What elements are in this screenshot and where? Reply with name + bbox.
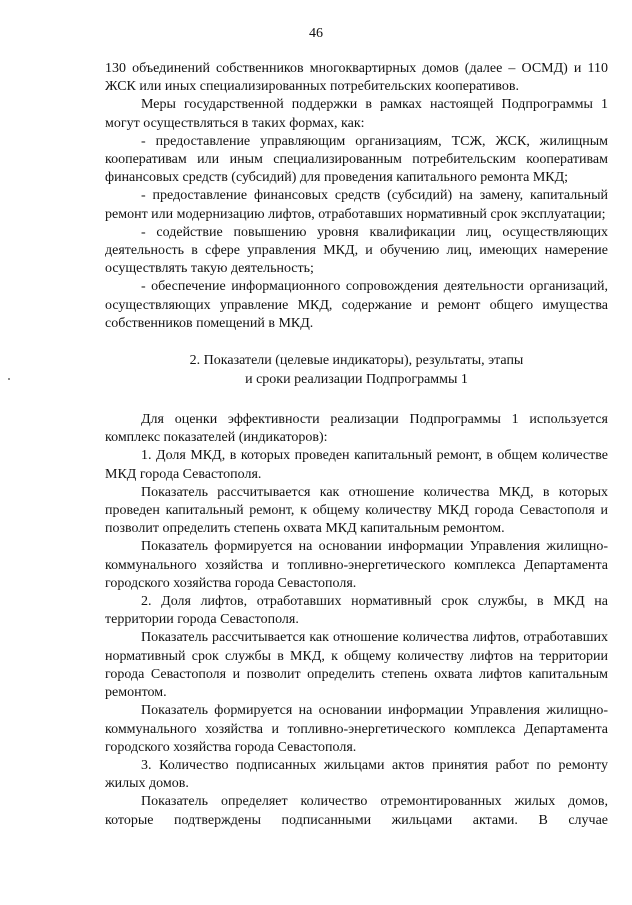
paragraph: Показатель определяет количество отремонтированных жилых домов, которые подтверждены подписанными жильцами актами. В случае — [105, 794, 608, 828]
indicator-item: 1. Доля МКД, в которых проведен капитальный ремонт, в общем количестве МКД города Севастополя. — [105, 448, 608, 482]
paragraph: Показатель рассчитывается как отношение количества МКД, в которых проведен капитальный ремонт, к общему количеству МКД города Севастополя и позволит определить степень охвата МКД капитальным ремонтом. — [105, 484, 608, 537]
document-body — [105, 60, 608, 830]
section-heading-line2: и сроки реализации Подпрограммы 1 — [245, 372, 468, 388]
indicator-item: 3. Количество подписанных жильцами актов принятия работ по ремонту жилых домов. — [105, 757, 608, 792]
paragraph: Показатель формируется на основании информации Управления жилищно-коммунального хозяйства и топливно-энергетического комплекса Департамента городского хозяйства города Севастополя. — [105, 539, 608, 591]
list-item: - содействие повышению уровня квалификации лиц, осуществляющих деятельность в сфере управления МКД, и обучению лиц, имеющих намерение осуществлять такую деятельность; — [105, 224, 608, 277]
page-number: 46 — [309, 26, 323, 41]
paragraph: 130 объединений собственников многоквартирных домов (далее – ОСМД) и 110 ЖСК или иных специализированных потребительских кооперативов. — [105, 61, 608, 95]
section-heading-line1: 2. Показатели (целевые индикаторы), результаты, этапы — [189, 353, 524, 369]
indicator-item: 2. Доля лифтов, отработавших нормативный срок службы, в МКД на территории города Севастополя. — [105, 594, 608, 628]
paragraph: Меры государственной поддержки в рамках настоящей Подпрограммы 1 могут осуществляться в таких формах, как: — [105, 97, 608, 131]
list-item: - предоставление управляющим организациям, ТСЖ, ЖСК, жилищным кооперативам или иным специализированным потребительским кооперативам финансовых средств (субсидий) для проведения капитального ремонта МКД; — [105, 133, 608, 186]
list-item: - обеспечение информационного сопровождения деятельности организаций, осуществляющих управление МКД, содержание и ремонт общего имущества собственников помещений в МКД. — [105, 279, 608, 331]
scan-speck — [8, 378, 10, 380]
list-item: - предоставление финансовых средств (субсидий) на замену, капитальный ремонт или модернизацию лифтов, отработавших нормативный срок эксплуатации; — [105, 188, 608, 222]
paragraph: Показатель рассчитывается как отношение количества лифтов, отработавших нормативный срок службы в МКД, к общему количеству лифтов на территории города Севастополя и позволит определить степень охвата лифтов капитальным ремонтом. — [105, 630, 608, 701]
paragraph: Для оценки эффективности реализации Подпрограммы 1 используется комплекс показателей (индикаторов): — [105, 412, 608, 446]
paragraph: Показатель формируется на основании информации Управления жилищно-коммунального хозяйства и топливно-энергетического комплекса Департамента городского хозяйства города Севастополя. — [105, 703, 608, 755]
section-heading — [105, 351, 608, 389]
